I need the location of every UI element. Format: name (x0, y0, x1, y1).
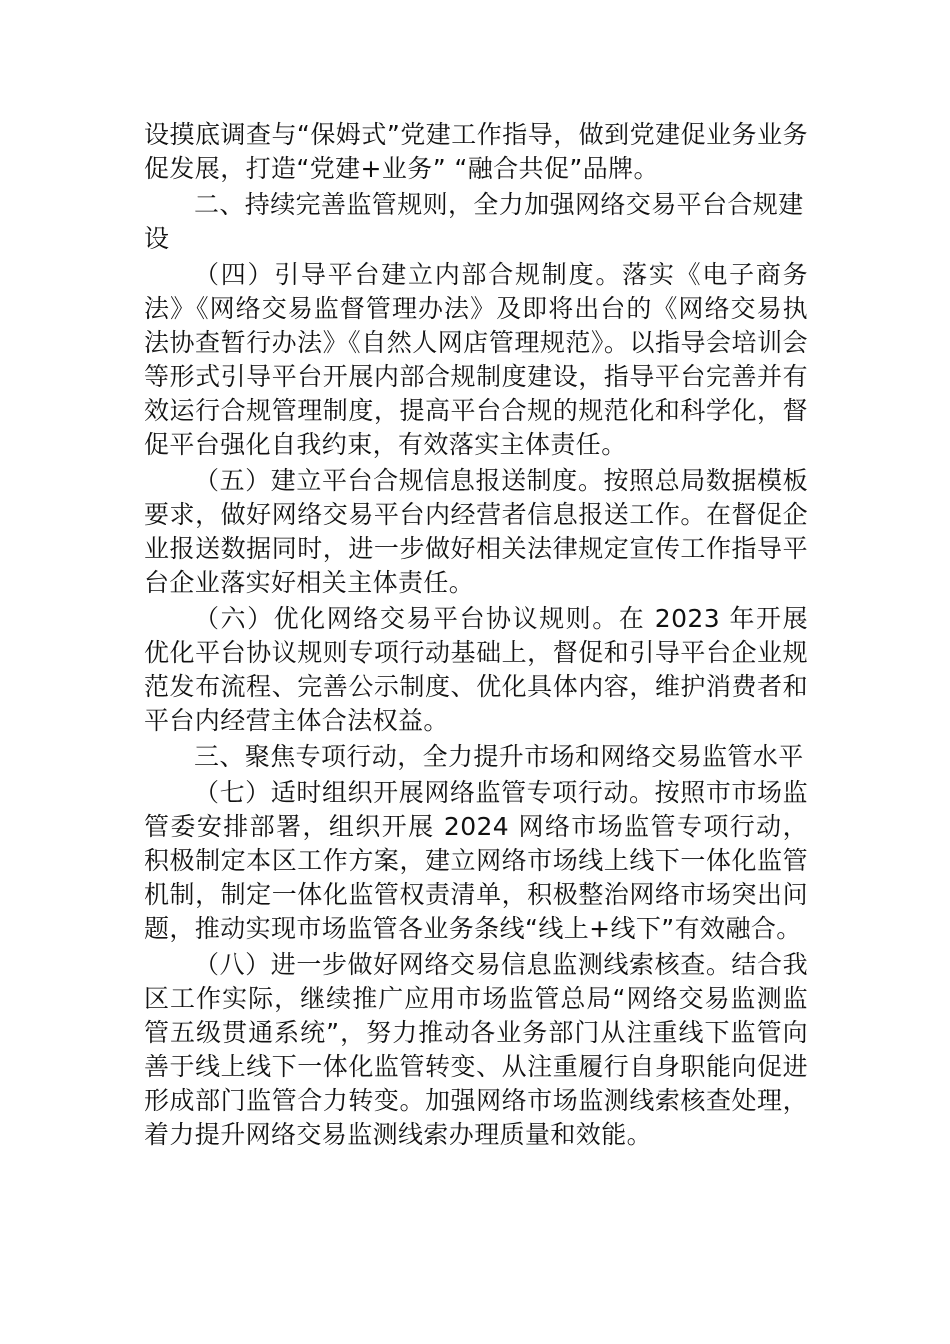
paragraph-item-7: （七）适时组织开展网络监管专项行动。按照市市场监管委安排部署，组织开展 2024 网络市场监管专项行动，积极制定本区工作方案，建立网络市场线上线下一体化监管机制，制定一体化监管权责清单，积极整治网络市场突出问题，推动实现市场监管各业务条线“线上+线下”有效融合。 (144, 778, 808, 943)
paragraph-item-4: （四）引导平台建立内部合规制度。落实《电子商务法》《网络交易监督管理办法》及即将出台的《网络交易执法协查暂行办法》《自然人网店管理规范》。以指导会培训会等形式引导平台开展内部合规制度建设，指导平台完善并有效运行合规管理制度，提高平台合规的规范化和科学化，督促平台强化自我约束，有效落实主体责任。 (144, 260, 808, 459)
paragraph-item-8: （八）进一步做好网络交易信息监测线索核查。结合我区工作实际，继续推广应用市场监管总局“网络交易监测监管五级贯通系统”，努力推动各业务部门从注重线下监管向善于线上线下一体化监管转变、从注重履行自身职能向促进形成部门监管合力转变。加强网络市场监测线索核查处理，着力提升网络交易监测线索办理质量和效能。 (144, 950, 808, 1149)
paragraph-item-5: （五）建立平台合规信息报送制度。按照总局数据模板要求，做好网络交易平台内经营者信息报送工作。在督促企业报送数据同时，进一步做好相关法律规定宣传工作指导平台企业落实好相关主体责任。 (144, 466, 808, 597)
paragraph-item-6: （六）优化网络交易平台协议规则。在 2023 年开展优化平台协议规则专项行动基础上，督促和引导平台企业规范发布流程、完善公示制度、优化具体内容，维护消费者和平台内经营主体合法权益。 (144, 604, 808, 735)
section-heading-2: 二、持续完善监管规则，全力加强网络交易平台合规建设 (144, 190, 804, 253)
document-body (144, 118, 808, 1154)
section-heading-3: 三、聚焦专项行动，全力提升市场和网络交易监管水平 (194, 742, 804, 771)
paragraph-continuation: 设摸底调查与“保姆式”党建工作指导，做到党建促业务业务促发展，打造“党建+业务” “融合共促”品牌。 (144, 120, 808, 183)
